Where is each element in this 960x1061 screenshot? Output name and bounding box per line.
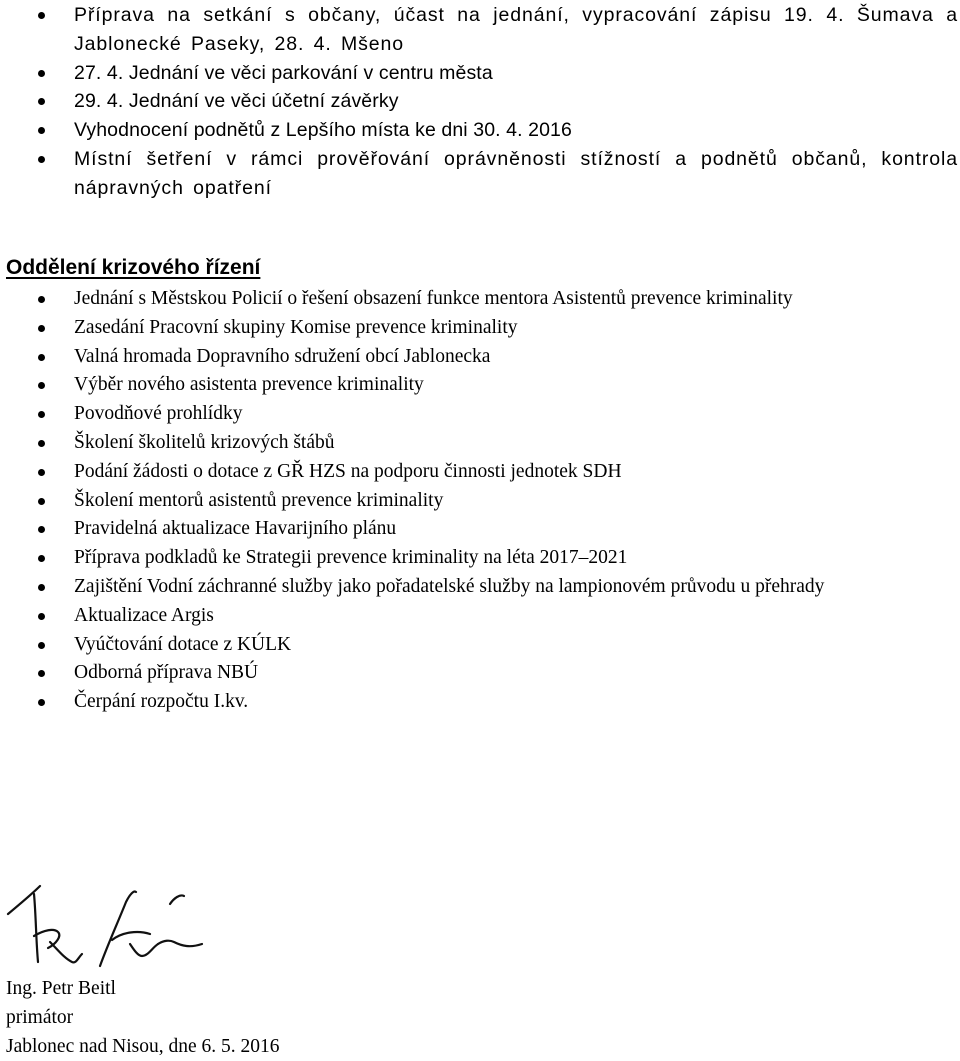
signer-role: primátor	[6, 1007, 74, 1028]
list-item: Školení školitelů krizových štábů	[0, 429, 958, 458]
section-heading: Oddělení krizového řízení	[6, 256, 261, 279]
list-item: Vyhodnocení podnětů z Lepšího místa ke dni 30. 4. 2016	[0, 116, 958, 145]
list-item: Čerpání rozpočtu I.kv.	[0, 688, 958, 717]
list-item: Vyúčtování dotace z KÚLK	[0, 631, 958, 660]
place-and-date: Jablonec nad Nisou, dne 6. 5. 2016	[6, 1036, 280, 1057]
handwritten-signature	[4, 878, 208, 978]
list-item: 29. 4. Jednání ve věci účetní závěrky	[0, 87, 958, 116]
list-item: Výběr nového asistenta prevence kriminality	[0, 371, 958, 400]
list-item: Podání žádosti o dotace z GŘ HZS na podporu činnosti jednotek SDH	[0, 458, 958, 487]
list-item: Odborná příprava NBÚ	[0, 659, 958, 688]
list-item: Jednání s Městskou Policií o řešení obsazení funkce mentora Asistentů prevence kriminality	[0, 285, 958, 314]
list-item: Aktualizace Argis	[0, 602, 958, 631]
list-item: Povodňové prohlídky	[0, 400, 958, 429]
list-item: Valná hromada Dopravního sdružení obcí Jablonecka	[0, 343, 958, 372]
list-item: Příprava na setkání s občany, účast na jednání, vypracování zápisu 19. 4. Šumava a Jablonecké Paseky, 28. 4. Mšeno	[0, 1, 958, 59]
list-item: Zajištění Vodní záchranné služby jako pořadatelské služby na lampionovém průvodu u přehrady	[0, 573, 958, 602]
list-item: 27. 4. Jednání ve věci parkování v centru města	[0, 59, 958, 88]
signer-name: Ing. Petr Beitl	[6, 978, 116, 999]
list-item: Pravidelná aktualizace Havarijního plánu	[0, 515, 958, 544]
activity-list	[0, 1, 958, 203]
signature-block	[6, 974, 280, 1061]
list-item: Příprava podkladů ke Strategii prevence kriminality na léta 2017–2021	[0, 544, 958, 573]
list-item: Zasedání Pracovní skupiny Komise prevence kriminality	[0, 314, 958, 343]
list-item: Školení mentorů asistentů prevence kriminality	[0, 487, 958, 516]
list-item: Místní šetření v rámci prověřování oprávněnosti stížností a podnětů občanů, kontrola nápravných opatření	[0, 145, 958, 203]
crisis-activity-list	[0, 285, 958, 717]
